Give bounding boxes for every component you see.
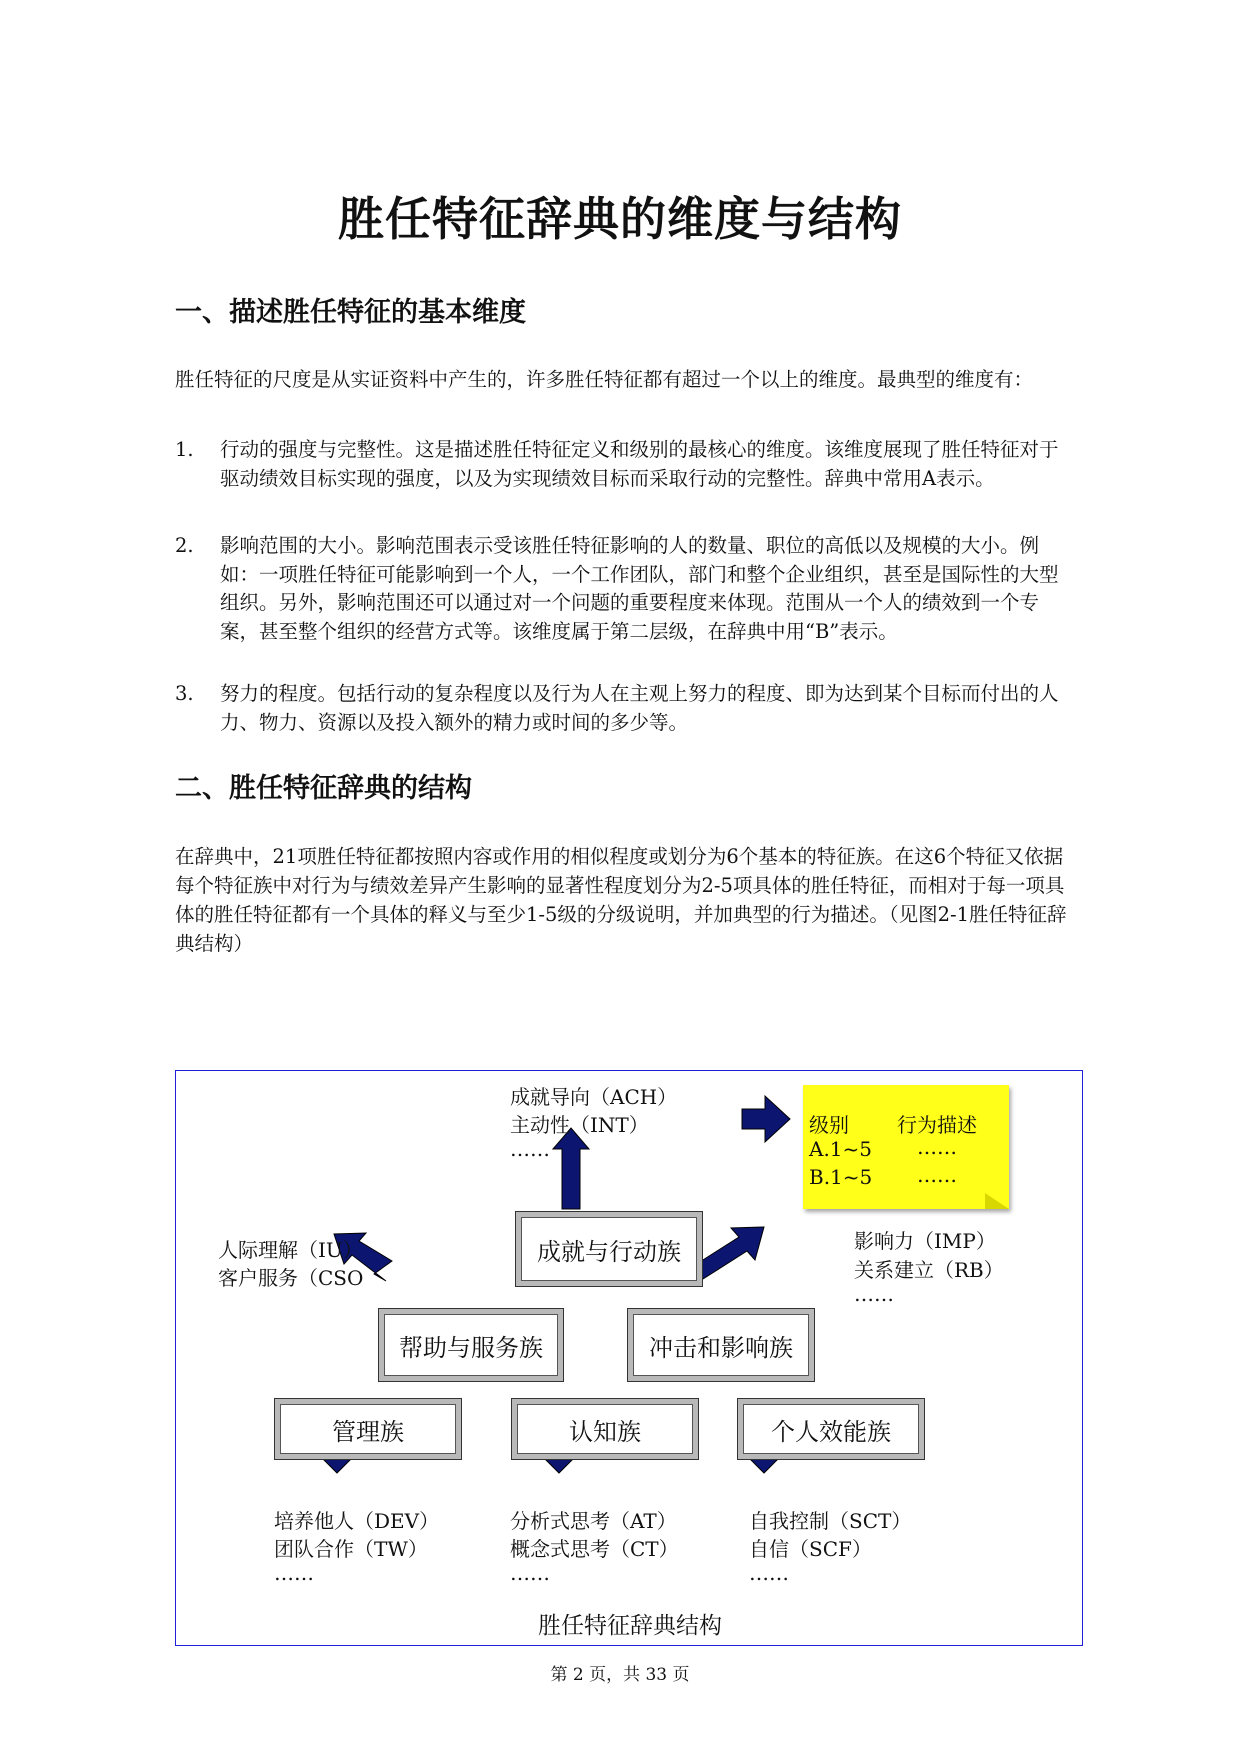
management-item: 培养他人（DEV） [274,1509,440,1533]
note-desc: …… [917,1135,957,1159]
management-item: 团队合作（TW） [274,1537,428,1561]
impact-item: 关系建立（RB） [854,1258,1004,1282]
family-management: 管理族 [274,1398,462,1460]
arrow-up-icon [553,1128,589,1209]
helping-item: 人际理解（IU） [218,1238,363,1262]
family-helping: 帮助与服务族 [378,1308,564,1382]
note-level: B.1~5 [809,1165,873,1189]
level-description-note [803,1085,1009,1209]
section-1-intro: 胜任特征的尺度是从实证资料中产生的，许多胜任特征都有超过一个以上的维度。最典型的维度有： [175,368,1034,391]
family-personal: 个人效能族 [737,1398,925,1460]
list-item-number: 1. [175,438,194,461]
achievement-item: …… [510,1137,550,1161]
cognitive-item: 概念式思考（CT） [510,1537,679,1561]
figure-caption: 胜任特征辞典结构 [538,1613,722,1639]
arrow-up-right-icon [695,1227,764,1279]
impact-item: 影响力（IMP） [854,1229,996,1253]
note-header-level: 级别 [809,1113,849,1137]
page-footer: 第 2 页，共 33 页 [550,1665,690,1685]
list-item-number: 2. [175,534,194,557]
personal-item: …… [749,1561,789,1585]
competency-structure-diagram [175,1070,1083,1646]
note-desc: …… [917,1163,957,1187]
achievement-item: 主动性（INT） [510,1113,649,1137]
helping-item: 客户服务（CSO [218,1266,364,1290]
list-item-text: 影响范围的大小。影响范围表示受该胜任特征影响的人的数量、职位的高低以及规模的大小。例如：一项胜任特征可能影响到一个人，一个工作团队，部门和整个企业组织，甚至是国际性的大型组织。另外，影响范围还可以通过对一个问题的重要程度来体现。范围从一个人的绩效到一个专案，甚至整个组织的经营方式等。该维度属于第二层级，在辞典中用“B”表示。 [220,534,1059,643]
family-achievement: 成就与行动族 [515,1211,703,1287]
cognitive-item: …… [510,1561,550,1585]
family-cognitive: 认知族 [511,1398,699,1460]
cognitive-item: 分析式思考（AT） [510,1509,677,1533]
arrow-right-icon [742,1096,790,1142]
section-1-heading: 一、描述胜任特征的基本维度 [175,297,526,328]
list-item-number: 3. [175,682,194,705]
note-level: A.1~5 [809,1137,873,1161]
personal-item: 自我控制（SCT） [749,1509,912,1533]
achievement-item: 成就导向（ACH） [510,1085,678,1109]
section-2-heading: 二、胜任特征辞典的结构 [175,773,472,804]
section-2-intro: 在辞典中，21项胜任特征都按照内容或作用的相似程度或划分为6个基本的特征族。在这6个特征又依据每个特征族中对行为与绩效差异产生影响的显著性程度划分为2-5项具体的胜任特征，而相对于每一项具体的胜任特征都有一个具体的释义与至少1-5级的分级说明，并加典型的行为描述。（见图2-1胜任特征辞典结构） [175,845,1067,955]
impact-item: …… [854,1282,894,1306]
note-header-description: 行为描述 [897,1113,977,1137]
list-item-text: 行动的强度与完整性。这是描述胜任特征定义和级别的最核心的维度。该维度展现了胜任特征对于驱动绩效目标实现的强度，以及为实现绩效目标而采取行动的完整性。辞典中常用A表示。 [220,438,1059,490]
list-item-text: 努力的程度。包括行动的复杂程度以及行为人在主观上努力的程度、即为达到某个目标而付出的人力、物力、资源以及投入额外的精力或时间的多少等。 [220,682,1059,734]
page-title: 胜任特征辞典的维度与结构 [338,192,902,246]
personal-item: 自信（SCF） [749,1537,872,1561]
family-impact: 冲击和影响族 [627,1308,815,1382]
note-fold [985,1193,1009,1209]
management-item: …… [274,1561,314,1585]
